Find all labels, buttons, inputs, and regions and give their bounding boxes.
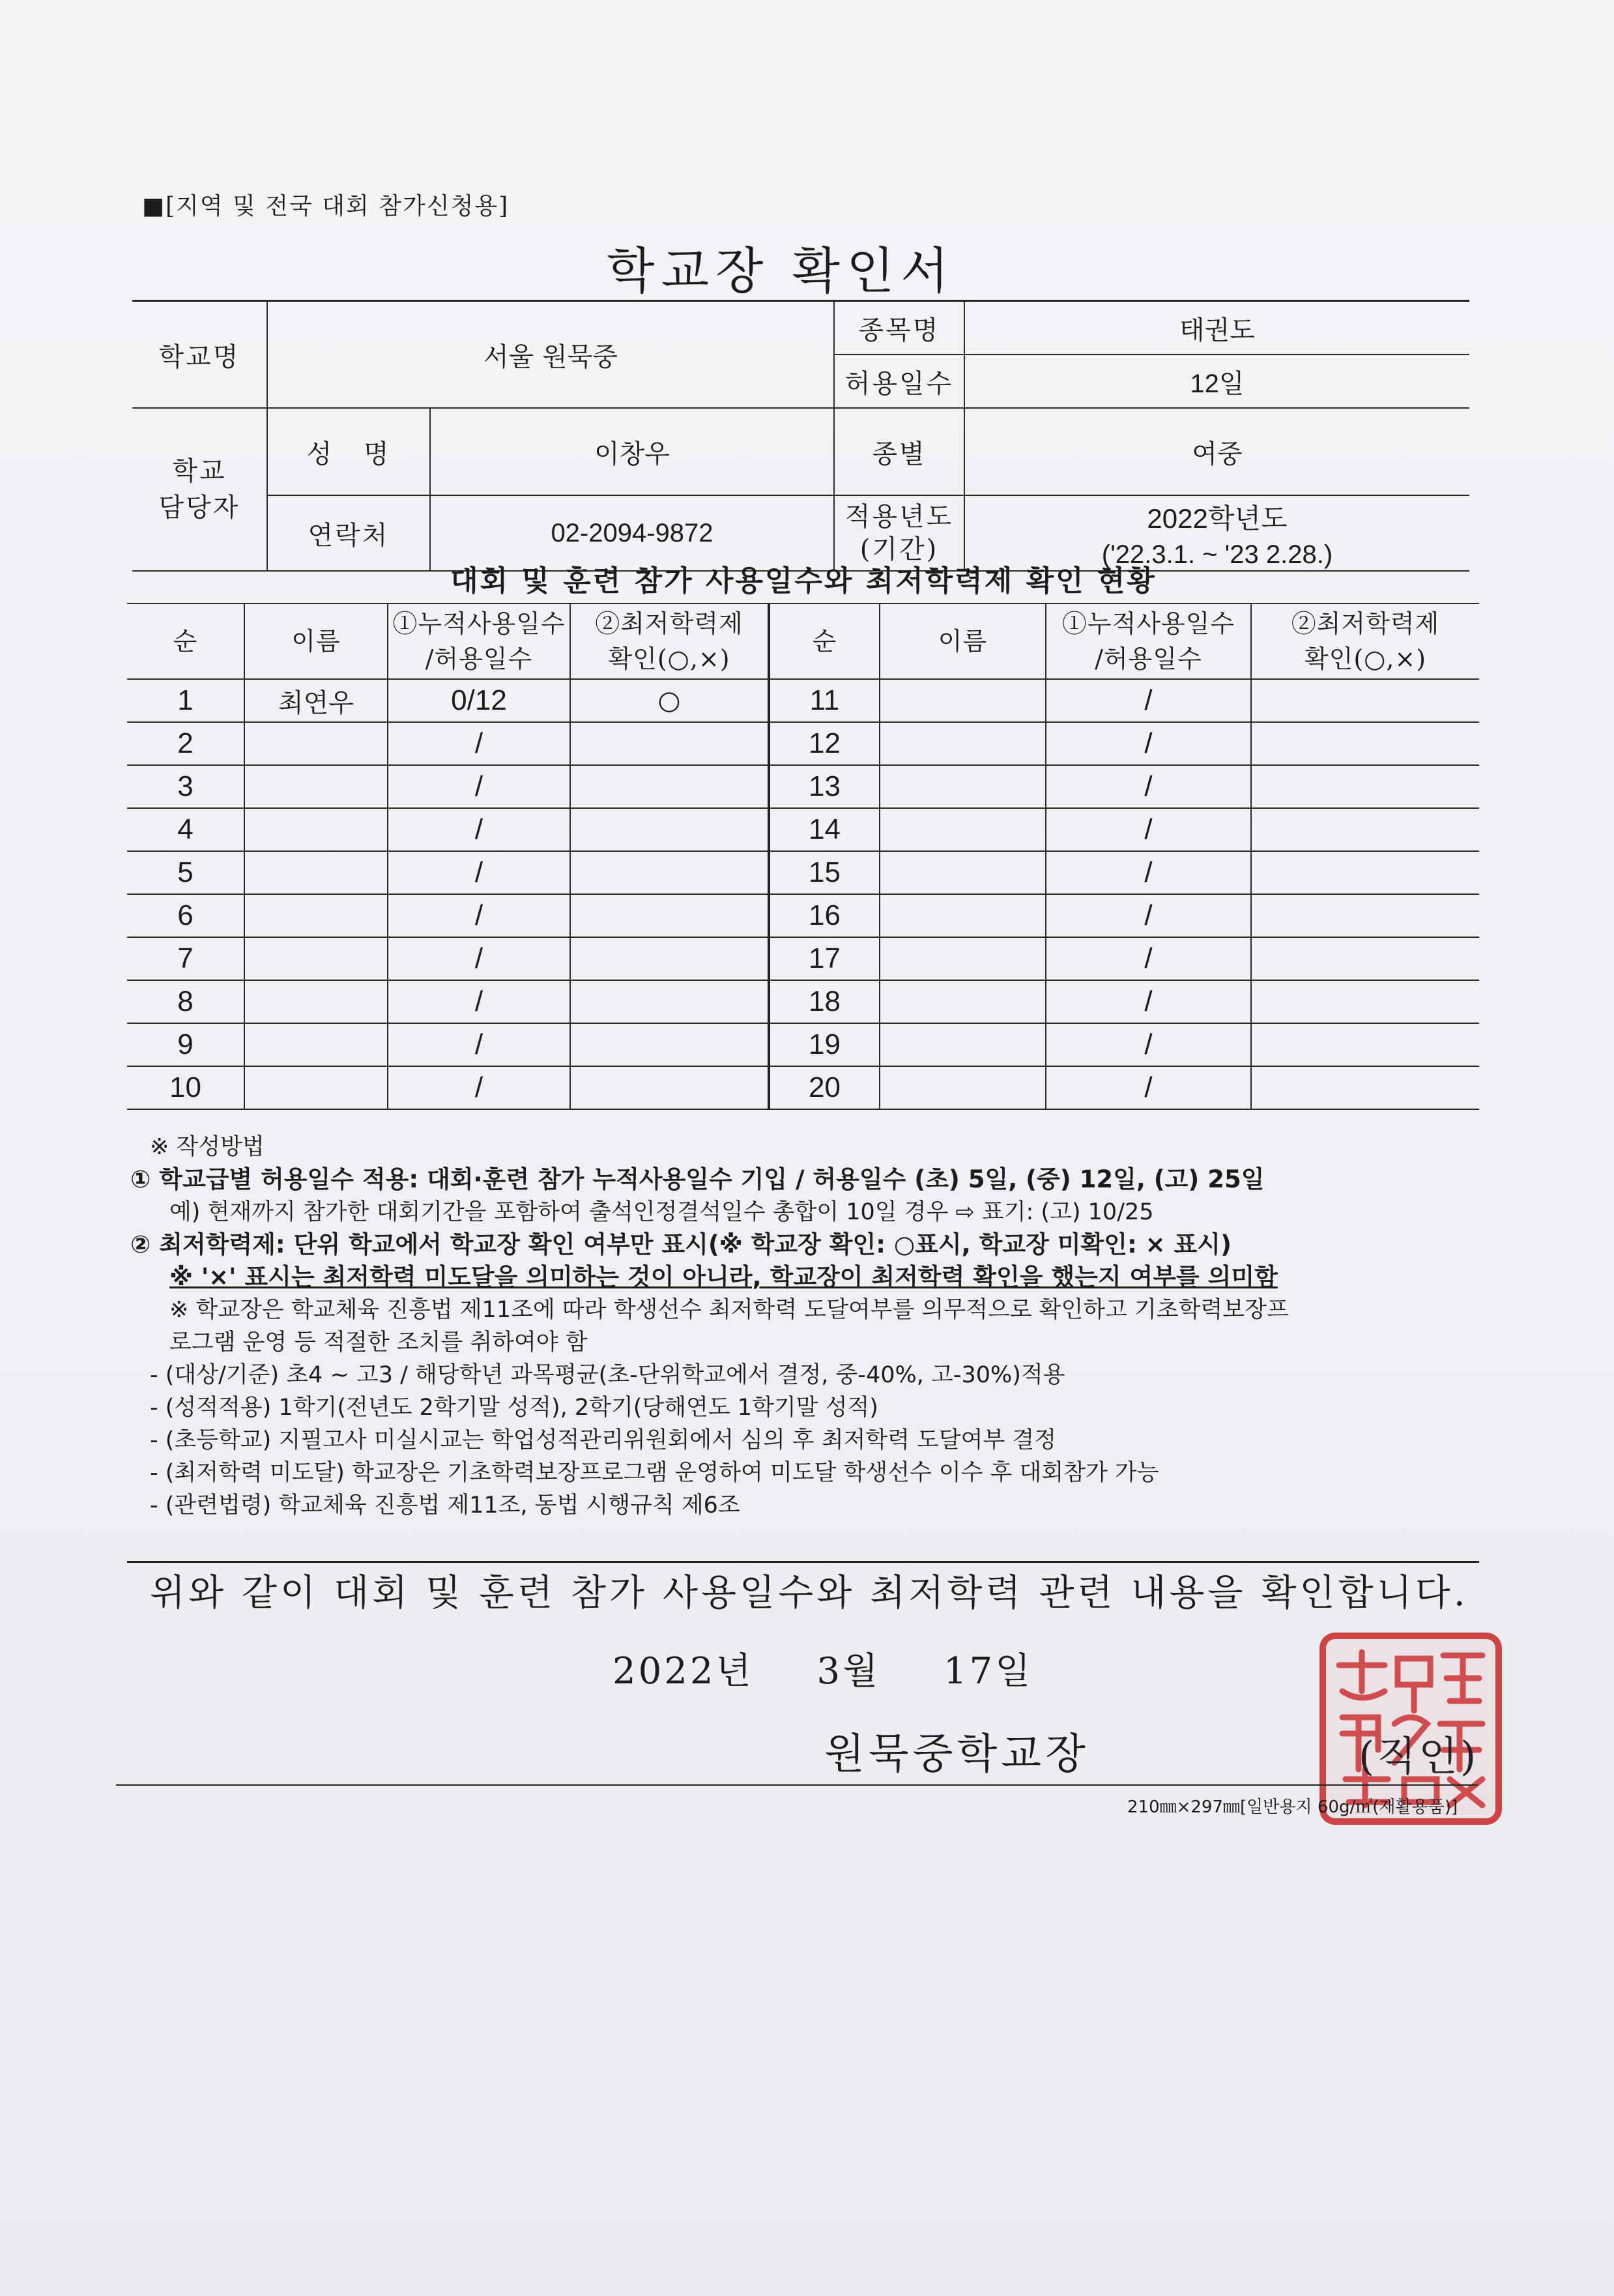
divider-top <box>127 1561 1479 1563</box>
cell-check <box>1251 722 1479 765</box>
year-label: 적용년도 (기간) <box>834 495 964 571</box>
cell-seq: 13 <box>769 765 880 808</box>
cell-days: / <box>388 980 570 1023</box>
cell-check <box>1251 679 1479 722</box>
cell-seq: 12 <box>769 722 880 765</box>
cell-days: / <box>1046 851 1251 894</box>
cell-name <box>880 894 1046 937</box>
cell-name <box>880 679 1046 722</box>
cell-check <box>1251 894 1479 937</box>
cell-name <box>880 722 1046 765</box>
cell-days: / <box>388 765 570 808</box>
cell-seq: 2 <box>127 722 244 765</box>
cell-name <box>880 765 1046 808</box>
contact-label: 연락처 <box>267 495 430 571</box>
cell-days: / <box>388 808 570 851</box>
category-value: 여중 <box>964 408 1469 495</box>
table-row <box>127 980 1479 1023</box>
name-label: 성 명 <box>267 408 430 495</box>
cell-days: / <box>1046 894 1251 937</box>
note-1: ① 학교급별 허용일수 적용: 대회·훈련 참가 누적사용일수 기입 / 허용일수 (초) 5일, (중) 12일, (고) 25일 <box>130 1165 1265 1193</box>
form-label: ■[지역 및 전국 대회 참가신청용] <box>142 193 510 220</box>
cell-name <box>244 894 388 937</box>
note-2-a: ※ '×' 표시는 최저학력 미도달을 의미하는 것이 아니라, 학교장이 최저학력 확인을 했는지 여부를 의미함 <box>169 1263 1278 1291</box>
cell-check: ○ <box>570 679 769 722</box>
date-day: 17일 <box>943 1650 1033 1693</box>
allowed-days-label: 허용일수 <box>834 355 964 408</box>
allowed-days-value: 12일 <box>964 355 1469 408</box>
cell-check <box>1251 851 1479 894</box>
cell-name <box>244 722 388 765</box>
confirmation-statement: 위와 같이 대회 및 훈련 참가 사용일수와 최저학력 관련 내용을 확인합니다. <box>150 1572 1469 1614</box>
cell-days: / <box>1046 765 1251 808</box>
cell-name <box>880 1023 1046 1066</box>
cell-days: / <box>388 1066 570 1109</box>
cell-check <box>570 765 769 808</box>
note-2-b2: 로그램 운영 등 적절한 조치를 취하여야 함 <box>169 1330 588 1356</box>
cell-name <box>244 808 388 851</box>
table-row <box>127 722 1479 765</box>
header-days-right: ①누적사용일수 /허용일수 <box>1046 603 1251 679</box>
header-name: 이름 <box>244 603 388 679</box>
notes-heading: ※ 작성방법 <box>150 1134 265 1160</box>
cell-days: / <box>1046 937 1251 980</box>
school-info-table <box>132 300 1469 572</box>
cell-seq: 16 <box>769 894 880 937</box>
name-value: 이창우 <box>430 408 834 495</box>
cell-check <box>1251 1023 1479 1066</box>
principal-name: 원묵중학교장 <box>824 1730 1089 1779</box>
detail-2: - (성적적용) 1학기(전년도 2학기말 성적), 2학기(당해연도 1학기말 성적) <box>150 1395 878 1421</box>
note-1-example: 예) 현재까지 참가한 대회기간을 포함하여 출석인정결석일수 총합이 10일 경우 ⇨ 표기: (고) 10/25 <box>169 1199 1154 1225</box>
cell-seq: 5 <box>127 851 244 894</box>
cell-name <box>880 937 1046 980</box>
cell-seq: 14 <box>769 808 880 851</box>
table-row <box>127 937 1479 980</box>
paper-size-note: 210㎜×297㎜[일반용지 60g/㎡(재활용품)] <box>1127 1797 1458 1817</box>
header-seq-right: 순 <box>769 603 880 679</box>
cell-check <box>570 1023 769 1066</box>
event-value: 태권도 <box>964 301 1469 355</box>
category-label: 종별 <box>834 408 964 495</box>
school-value: 서울 원묵중 <box>267 301 834 409</box>
roster-table <box>127 603 1479 1110</box>
cell-seq: 20 <box>769 1066 880 1109</box>
cell-days: / <box>388 722 570 765</box>
cell-name: 최연우 <box>244 679 388 722</box>
cell-days: / <box>388 894 570 937</box>
roster-header-row <box>127 603 1479 679</box>
date-year: 2022년 <box>612 1650 754 1693</box>
cell-name <box>880 808 1046 851</box>
cell-name <box>244 1066 388 1109</box>
cell-seq: 6 <box>127 894 244 937</box>
cell-days: / <box>1046 980 1251 1023</box>
cell-seq: 7 <box>127 937 244 980</box>
cell-seq: 9 <box>127 1023 244 1066</box>
cell-check <box>1251 808 1479 851</box>
table-row <box>127 765 1479 808</box>
cell-seq: 11 <box>769 679 880 722</box>
event-label: 종목명 <box>834 301 964 355</box>
cell-name <box>880 851 1046 894</box>
cell-name <box>244 937 388 980</box>
instructions <box>130 1131 1486 1522</box>
seal-label: (직인) <box>1359 1732 1479 1780</box>
date-month: 3월 <box>816 1650 881 1693</box>
year-value: 2022학년도 <box>1147 502 1288 534</box>
cell-name <box>880 1066 1046 1109</box>
detail-3: - (초등학교) 지필고사 미실시교는 학업성적관리위원회에서 심의 후 최저학력 도달여부 결정 <box>150 1427 1057 1453</box>
header-check: ②최저학력제 확인(○,×) <box>570 603 769 679</box>
school-label: 학교명 <box>132 301 267 409</box>
manager-label: 학교 담당자 <box>132 408 267 571</box>
cell-check <box>570 1066 769 1109</box>
cell-days: / <box>388 937 570 980</box>
cell-check <box>1251 980 1479 1023</box>
cell-check <box>570 808 769 851</box>
cell-days: / <box>1046 722 1251 765</box>
table-row <box>127 679 1479 722</box>
cell-seq: 19 <box>769 1023 880 1066</box>
period-value: ('22.3.1. ~ '23 2.28.) <box>1101 540 1333 569</box>
header-name-right: 이름 <box>880 603 1046 679</box>
header-check-right: ②최저학력제 확인(○,×) <box>1251 603 1479 679</box>
detail-4: - (최저학력 미도달) 학교장은 기초학력보장프로그램 운영하여 미도달 학생선수 이수 후 대회참가 가능 <box>150 1460 1159 1486</box>
signature-date <box>612 1642 1082 1694</box>
table-row <box>127 808 1479 851</box>
table-row <box>127 894 1479 937</box>
contact-value: 02-2094-9872 <box>430 495 834 571</box>
cell-days: / <box>1046 1023 1251 1066</box>
cell-check <box>570 722 769 765</box>
cell-check <box>570 937 769 980</box>
table-row <box>127 1066 1479 1109</box>
cell-name <box>244 851 388 894</box>
cell-days: / <box>388 1023 570 1066</box>
cell-days: / <box>1046 679 1251 722</box>
cell-days: 0/12 <box>388 679 570 722</box>
detail-1: - (대상/기준) 초4 ~ 고3 / 해당학년 과목평균(초-단위학교에서 결정, 중-40%, 고-30%)적용 <box>150 1362 1065 1388</box>
divider-bottom <box>116 1784 1478 1786</box>
cell-seq: 8 <box>127 980 244 1023</box>
cell-check <box>570 851 769 894</box>
cell-days: / <box>1046 1066 1251 1109</box>
cell-name <box>880 980 1046 1023</box>
cell-seq: 4 <box>127 808 244 851</box>
cell-check <box>1251 1066 1479 1109</box>
detail-5: - (관련법령) 학교체육 진흥법 제11조, 동법 시행규칙 제6조 <box>150 1492 740 1519</box>
table-row <box>127 1023 1479 1066</box>
cell-seq: 18 <box>769 980 880 1023</box>
cell-seq: 1 <box>127 679 244 722</box>
cell-days: / <box>1046 808 1251 851</box>
cell-seq: 15 <box>769 851 880 894</box>
cell-check <box>570 980 769 1023</box>
note-2: ② 최저학력제: 단위 학교에서 학교장 확인 여부만 표시(※ 학교장 확인: ○표시, 학교장 미확인: × 표시) <box>130 1230 1232 1258</box>
table-row <box>127 851 1479 894</box>
cell-days: / <box>388 851 570 894</box>
page-title: 학교장 확인서 <box>607 242 955 300</box>
header-seq: 순 <box>127 603 244 679</box>
cell-name <box>244 1023 388 1066</box>
cell-check <box>1251 765 1479 808</box>
header-days: ①누적사용일수 /허용일수 <box>388 603 570 679</box>
cell-seq: 3 <box>127 765 244 808</box>
cell-seq: 17 <box>769 937 880 980</box>
cell-check <box>570 894 769 937</box>
cell-name <box>244 765 388 808</box>
cell-seq: 10 <box>127 1066 244 1109</box>
cell-name <box>244 980 388 1023</box>
section-title: 대회 및 훈련 참가 사용일수와 최저학력제 확인 현황 <box>450 564 1157 598</box>
cell-check <box>1251 937 1479 980</box>
note-2-b1: ※ 학교장은 학교체육 진흥법 제11조에 따라 학생선수 최저학력 도달여부를 의무적으로 확인하고 기초학력보장프 <box>169 1297 1289 1323</box>
